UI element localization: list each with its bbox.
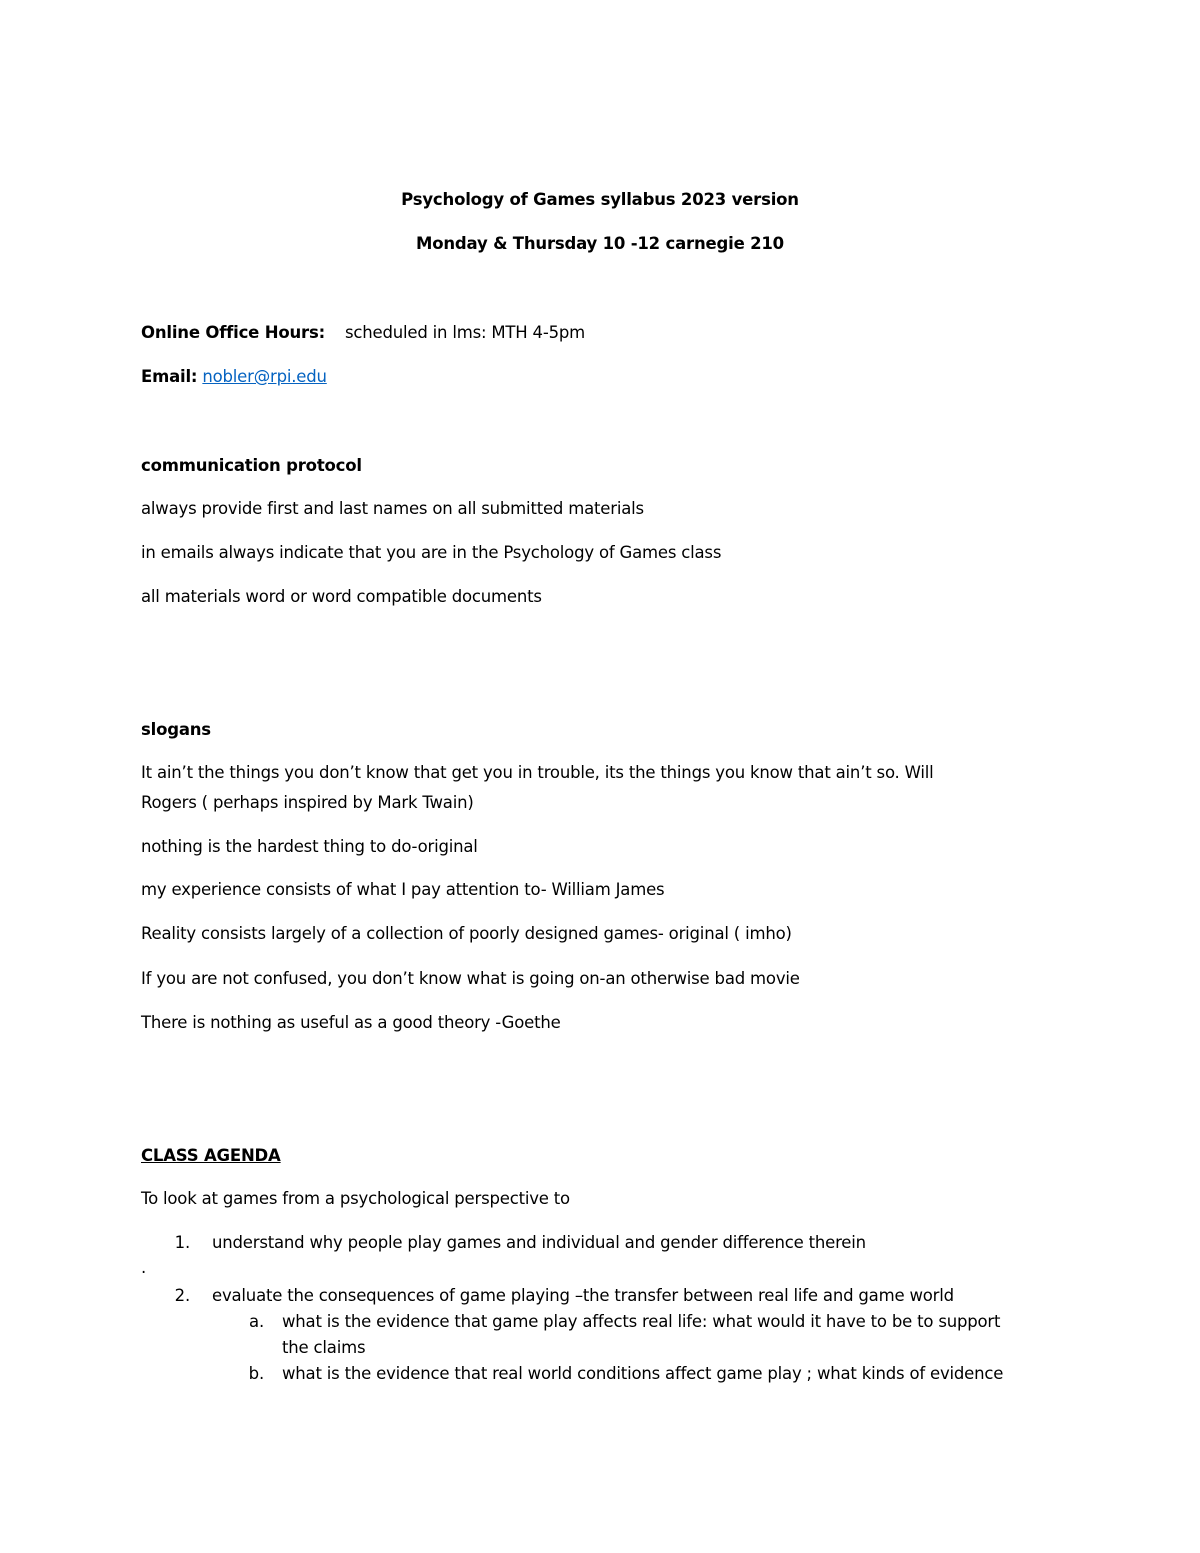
communication-item: all materials word or word compatible documents [141, 587, 542, 606]
slogan-item: Reality consists largely of a collection of poorly designed games- original ( imho) [141, 924, 792, 943]
agenda-subitem-marker: b. [248, 1364, 264, 1383]
communication-item: in emails always indicate that you are in the Psychology of Games class [141, 543, 722, 562]
agenda-item-marker: 2. [174, 1286, 190, 1305]
slogan-item: If you are not confused, you don’t know what is going on-an otherwise bad movie [141, 969, 800, 988]
slogan-item: Rogers ( perhaps inspired by Mark Twain) [141, 793, 474, 812]
agenda-subitem: what is the evidence that game play affects real life: what would it have to be to support [282, 1312, 1001, 1331]
slogan-item: It ain’t the things you don’t know that get you in trouble, its the things you know that ain’t so. Will [141, 763, 934, 782]
agenda-heading: CLASS AGENDA [141, 1146, 281, 1165]
agenda-subitem-continuation: the claims [282, 1338, 366, 1357]
email-label: Email: [141, 367, 198, 386]
agenda-item: evaluate the consequences of game playing –the transfer between real life and game world [212, 1286, 954, 1305]
communication-item: always provide first and last names on all submitted materials [141, 499, 644, 518]
agenda-item-marker: 1. [174, 1233, 190, 1252]
slogans-heading: slogans [141, 720, 211, 739]
agenda-subitem: what is the evidence that real world conditions affect game play ; what kinds of evidence [282, 1364, 1004, 1383]
email-link[interactable]: nobler@rpi.edu [202, 367, 327, 386]
agenda-intro: To look at games from a psychological perspective to [141, 1189, 570, 1208]
stray-bullet: · [141, 1263, 147, 1282]
office-hours-line [141, 322, 585, 344]
email-line [141, 366, 327, 388]
office-hours-value: scheduled in lms: MTH 4-5pm [344, 323, 586, 342]
document-title: Psychology of Games syllabus 2023 version [401, 190, 799, 209]
agenda-item: understand why people play games and individual and gender difference therein [212, 1233, 866, 1252]
class-schedule: Monday & Thursday 10 -12 carnegie 210 [416, 234, 784, 253]
slogan-item: my experience consists of what I pay attention to- William James [141, 880, 665, 899]
slogan-item: nothing is the hardest thing to do-original [141, 837, 478, 856]
communication-heading: communication protocol [141, 456, 362, 475]
slogan-item: There is nothing as useful as a good theory -Goethe [141, 1013, 561, 1032]
agenda-subitem-marker: a. [249, 1312, 264, 1331]
office-hours-label: Online Office Hours: [141, 323, 325, 342]
